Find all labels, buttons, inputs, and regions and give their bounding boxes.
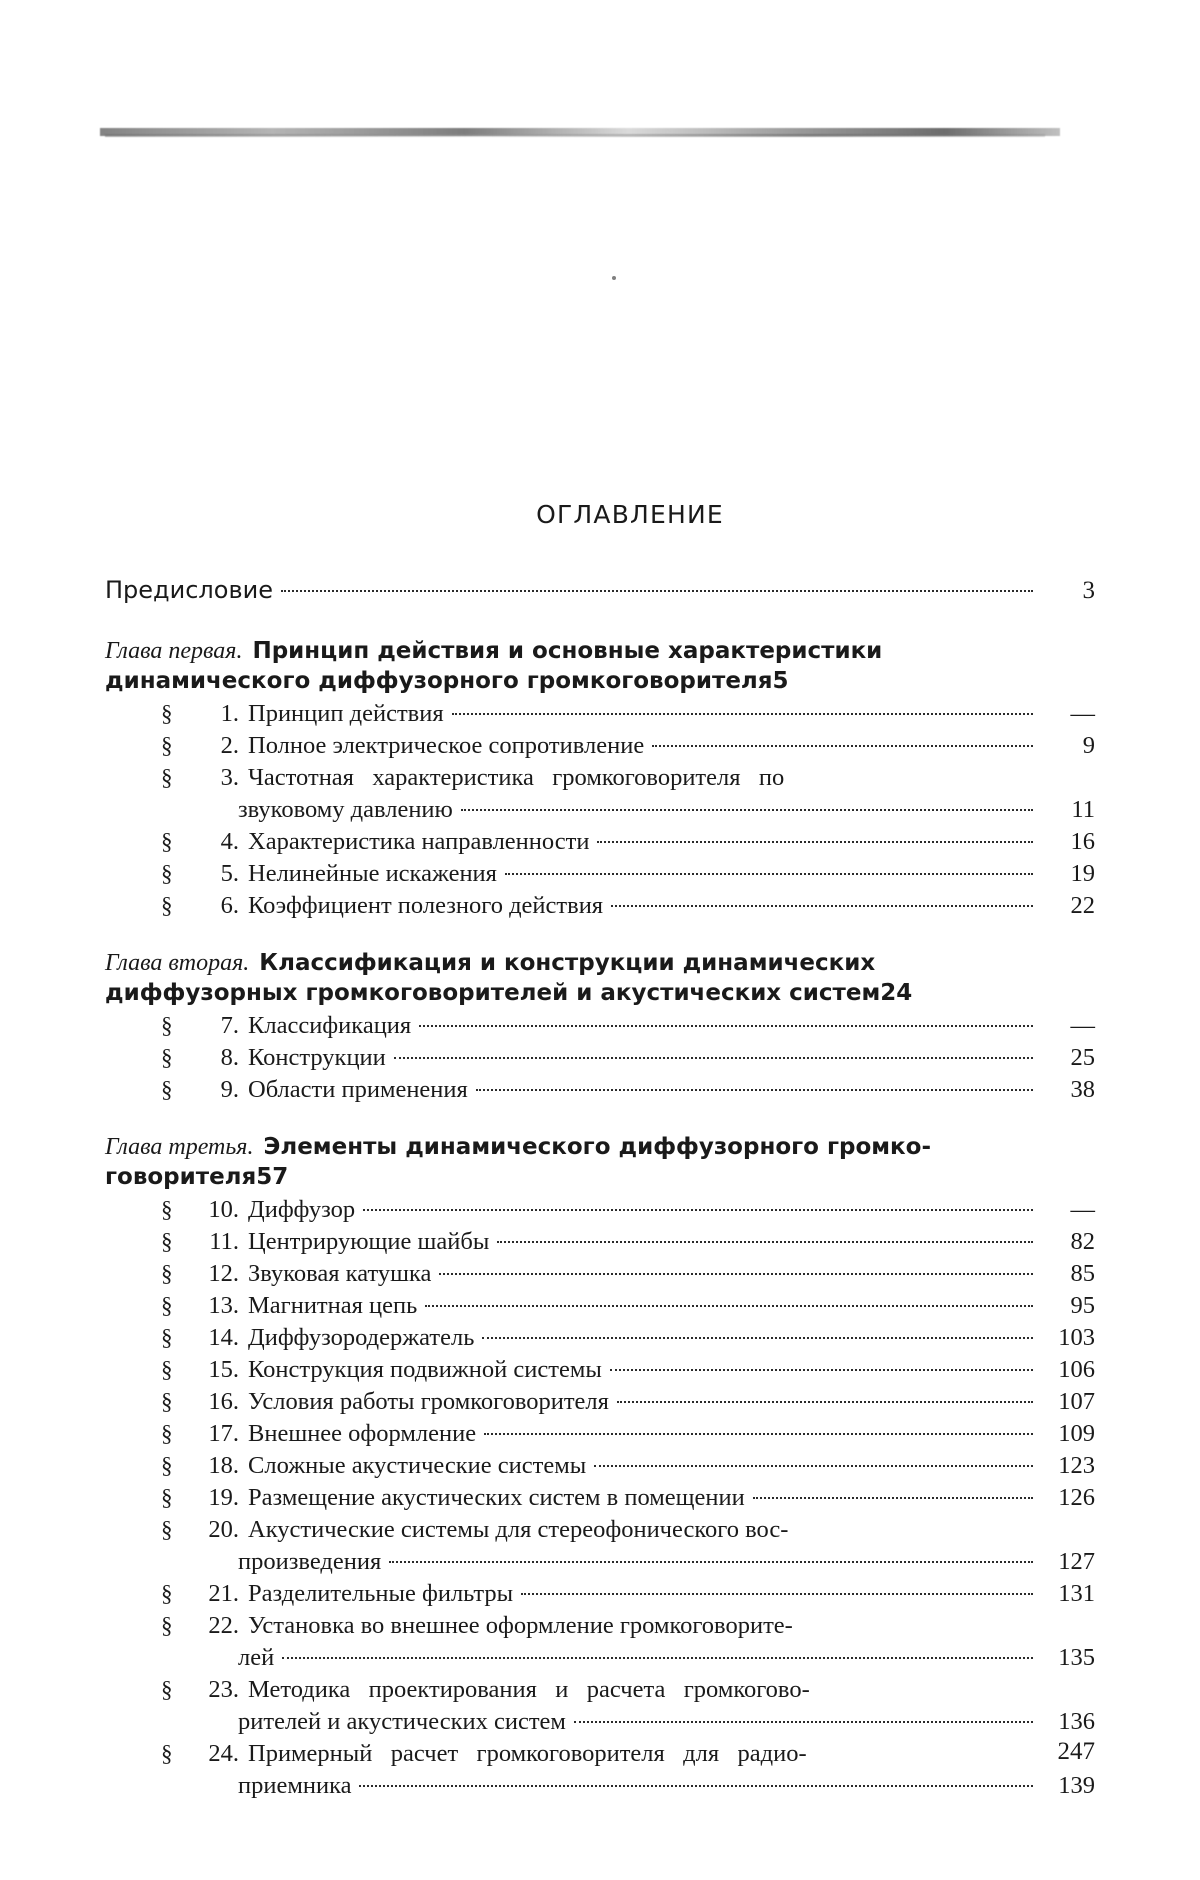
section-sign-icon: § bbox=[161, 1013, 173, 1038]
section-sign-icon: § bbox=[161, 1389, 173, 1414]
toc-section-row[interactable] bbox=[105, 1322, 1095, 1354]
toc-section-row[interactable] bbox=[105, 1258, 1095, 1290]
leader-dots bbox=[594, 1465, 1033, 1467]
section-page: 82 bbox=[1070, 1228, 1095, 1255]
section-name: Конструкция подвижной системы bbox=[248, 1356, 602, 1383]
section-number: 22. bbox=[208, 1612, 239, 1639]
toc-section-row[interactable] bbox=[105, 1482, 1095, 1514]
table-of-contents bbox=[105, 500, 1095, 1802]
section-number: 14. bbox=[208, 1324, 239, 1351]
page-title: ОГЛАВЛЕНИЕ bbox=[536, 500, 724, 529]
section-number: 23. bbox=[208, 1676, 239, 1703]
section-sign-icon: § bbox=[161, 1613, 173, 1638]
toc-section-row[interactable] bbox=[105, 1354, 1095, 1386]
section-name: Звуковая катушка bbox=[248, 1260, 432, 1287]
section-sign-icon: § bbox=[161, 1581, 173, 1606]
section-number: 8. bbox=[220, 1044, 239, 1071]
leader-dots bbox=[484, 1433, 1033, 1435]
section-page: 131 bbox=[1058, 1580, 1095, 1607]
section-name: Магнитная цепь bbox=[248, 1292, 418, 1319]
leader-dots bbox=[574, 1721, 1033, 1723]
leader-dots bbox=[652, 745, 1033, 747]
toc-section-row[interactable] bbox=[105, 1290, 1095, 1322]
section-number: 24. bbox=[208, 1740, 239, 1767]
leader-dots bbox=[425, 1305, 1033, 1307]
chapter-title-line2-2: диффузорных громкоговорителей и акустических систем bbox=[105, 980, 881, 1006]
chapter-block-3 bbox=[105, 1132, 1095, 1802]
section-page: 135 bbox=[1058, 1644, 1095, 1671]
section-number: 7. bbox=[220, 1012, 239, 1039]
section-page: 127 bbox=[1058, 1548, 1095, 1575]
leader-dots bbox=[281, 590, 1033, 592]
section-name: Размещение акустических систем в помещении bbox=[248, 1484, 745, 1511]
section-name: Методика проектирования и расчета громкогово- bbox=[248, 1676, 810, 1703]
section-name: Нелинейные искажения bbox=[248, 860, 497, 887]
section-name: Центрирующие шайбы bbox=[248, 1228, 490, 1255]
leader-dots bbox=[610, 1369, 1033, 1371]
section-page: 11 bbox=[1071, 796, 1095, 823]
chapter-title-line1-2: Классификация и конструкции динамических bbox=[259, 950, 876, 976]
section-name: Полное электрическое сопротивление bbox=[248, 732, 645, 759]
section-sign-icon: § bbox=[161, 701, 173, 726]
toc-entry-preface[interactable] bbox=[105, 575, 1095, 606]
section-sign-icon: § bbox=[161, 1421, 173, 1446]
scan-speck bbox=[612, 276, 616, 280]
scan-artifact-line-secondary bbox=[105, 134, 1045, 137]
preface-page: 3 bbox=[1082, 577, 1095, 604]
section-list-1 bbox=[105, 698, 1095, 922]
chapter-heading-1[interactable] bbox=[105, 636, 1095, 696]
toc-section-row-continuation[interactable] bbox=[105, 1546, 1095, 1578]
section-page: 126 bbox=[1058, 1484, 1095, 1511]
chapter-label-3: Глава третья. bbox=[105, 1134, 254, 1160]
section-sign-icon: § bbox=[161, 1229, 173, 1254]
chapter-label-1: Глава первая. bbox=[105, 638, 243, 664]
section-number: 2. bbox=[220, 732, 239, 759]
section-name: Конструкции bbox=[248, 1044, 386, 1071]
leader-dots bbox=[461, 809, 1033, 811]
toc-section-row[interactable] bbox=[105, 1074, 1095, 1106]
toc-section-row[interactable] bbox=[105, 730, 1095, 762]
toc-section-row-continuation[interactable] bbox=[105, 794, 1095, 826]
section-sign-icon: § bbox=[161, 1325, 173, 1350]
section-name: Разделительные фильтры bbox=[248, 1580, 514, 1607]
section-page: — bbox=[1070, 1012, 1095, 1039]
toc-section-row[interactable] bbox=[105, 1194, 1095, 1226]
toc-section-row[interactable] bbox=[105, 890, 1095, 922]
leader-dots bbox=[505, 873, 1033, 875]
chapter-page-1: 5 bbox=[772, 668, 789, 694]
section-page: 139 bbox=[1058, 1772, 1095, 1799]
toc-section-row[interactable] bbox=[105, 1226, 1095, 1258]
section-page: — bbox=[1070, 700, 1095, 727]
chapter-title-line2-1: динамического диффузорного громкоговорителя bbox=[105, 668, 773, 694]
leader-dots bbox=[394, 1057, 1033, 1059]
leader-dots bbox=[419, 1025, 1033, 1027]
leader-dots bbox=[389, 1561, 1033, 1563]
section-sign-icon: § bbox=[161, 1517, 173, 1542]
toc-section-row[interactable] bbox=[105, 1450, 1095, 1482]
section-sign-icon: § bbox=[161, 1045, 173, 1070]
toc-section-row-continuation[interactable] bbox=[105, 1642, 1095, 1674]
toc-section-row[interactable] bbox=[105, 1738, 1095, 1770]
section-page: 38 bbox=[1070, 1076, 1095, 1103]
section-name: Сложные акустические системы bbox=[248, 1452, 587, 1479]
section-number: 6. bbox=[220, 892, 239, 919]
section-sign-icon: § bbox=[161, 1197, 173, 1222]
section-name: Внешнее оформление bbox=[248, 1420, 477, 1447]
leader-dots bbox=[521, 1593, 1033, 1595]
leader-dots bbox=[363, 1209, 1033, 1211]
toc-section-row-continuation[interactable] bbox=[105, 1706, 1095, 1738]
section-page: 19 bbox=[1070, 860, 1095, 887]
toc-section-row[interactable] bbox=[105, 858, 1095, 890]
toc-section-row[interactable] bbox=[105, 1042, 1095, 1074]
section-sign-icon: § bbox=[161, 1357, 173, 1382]
section-name: Классификация bbox=[248, 1012, 412, 1039]
section-number: 18. bbox=[208, 1452, 239, 1479]
section-sign-icon: § bbox=[161, 1453, 173, 1478]
chapter-title-line1-3: Элементы динамического диффузорного громко- bbox=[263, 1134, 932, 1160]
section-number: 4. bbox=[220, 828, 239, 855]
chapter-block-1 bbox=[105, 636, 1095, 922]
section-number: 13. bbox=[208, 1292, 239, 1319]
section-name-continuation: произведения bbox=[238, 1548, 382, 1575]
section-page: 85 bbox=[1070, 1260, 1095, 1287]
leader-dots bbox=[439, 1273, 1033, 1275]
section-page: 103 bbox=[1058, 1324, 1095, 1351]
section-number: 9. bbox=[220, 1076, 239, 1103]
toc-section-row[interactable] bbox=[105, 1418, 1095, 1450]
section-number: 21. bbox=[208, 1580, 239, 1607]
section-name: Условия работы громкоговорителя bbox=[248, 1388, 609, 1415]
section-name: Коэффициент полезного действия bbox=[248, 892, 604, 919]
section-name: Примерный расчет громкоговорителя для радио- bbox=[248, 1740, 807, 1767]
section-name-continuation: приемника bbox=[238, 1772, 352, 1799]
leader-dots bbox=[476, 1089, 1033, 1091]
section-number: 20. bbox=[208, 1516, 239, 1543]
leader-dots bbox=[617, 1401, 1033, 1403]
section-number: 1. bbox=[220, 700, 239, 727]
section-number: 17. bbox=[208, 1420, 239, 1447]
leader-dots bbox=[497, 1241, 1033, 1243]
toc-section-row[interactable] bbox=[105, 1610, 1095, 1642]
section-page: 107 bbox=[1058, 1388, 1095, 1415]
section-sign-icon: § bbox=[161, 1077, 173, 1102]
chapter-heading-3[interactable] bbox=[105, 1132, 1095, 1192]
section-name: Акустические системы для стереофонического вос- bbox=[248, 1516, 789, 1543]
leader-dots bbox=[611, 905, 1033, 907]
section-page: 16 bbox=[1070, 828, 1095, 855]
chapter-page-3: 57 bbox=[256, 1164, 289, 1190]
section-number: 15. bbox=[208, 1356, 239, 1383]
chapter-title-line2-3: говорителя bbox=[105, 1164, 257, 1190]
section-sign-icon: § bbox=[161, 1741, 173, 1766]
toc-section-row[interactable] bbox=[105, 762, 1095, 794]
section-page: 22 bbox=[1070, 892, 1095, 919]
chapter-page-2: 24 bbox=[880, 980, 913, 1006]
section-sign-icon: § bbox=[161, 893, 173, 918]
section-name-continuation: лей bbox=[238, 1644, 275, 1671]
section-name: Частотная характеристика громкоговорителя по bbox=[248, 764, 785, 791]
toc-section-row[interactable] bbox=[105, 1386, 1095, 1418]
section-page: 109 bbox=[1058, 1420, 1095, 1447]
section-number: 10. bbox=[208, 1196, 239, 1223]
section-name: Принцип действия bbox=[248, 700, 444, 727]
section-page: 95 bbox=[1070, 1292, 1095, 1319]
chapter-block-2 bbox=[105, 948, 1095, 1106]
toc-section-row[interactable] bbox=[105, 1578, 1095, 1610]
leader-dots bbox=[452, 713, 1033, 715]
section-page: 106 bbox=[1058, 1356, 1095, 1383]
toc-section-row[interactable] bbox=[105, 1010, 1095, 1042]
toc-section-row[interactable] bbox=[105, 1514, 1095, 1546]
toc-section-row[interactable] bbox=[105, 826, 1095, 858]
section-name: Установка во внешнее оформление громкоговорите- bbox=[248, 1612, 793, 1639]
section-list-2 bbox=[105, 1010, 1095, 1106]
section-sign-icon: § bbox=[161, 765, 173, 790]
chapter-heading-2[interactable] bbox=[105, 948, 1095, 1008]
leader-dots bbox=[482, 1337, 1033, 1339]
section-sign-icon: § bbox=[161, 1677, 173, 1702]
section-number: 16. bbox=[208, 1388, 239, 1415]
section-list-3 bbox=[105, 1194, 1095, 1802]
leader-dots bbox=[282, 1657, 1033, 1659]
page-folio: 247 bbox=[1057, 1738, 1095, 1765]
toc-section-row-continuation[interactable] bbox=[105, 1770, 1095, 1802]
leader-dots bbox=[359, 1785, 1033, 1787]
section-name-continuation: звуковому давлению bbox=[238, 796, 453, 823]
section-page: 9 bbox=[1082, 732, 1095, 759]
section-page: 136 bbox=[1058, 1708, 1095, 1735]
section-sign-icon: § bbox=[161, 733, 173, 758]
section-number: 11. bbox=[209, 1228, 239, 1255]
chapter-title-line1-1: Принцип действия и основные характеристики bbox=[252, 638, 883, 664]
section-sign-icon: § bbox=[161, 1485, 173, 1510]
section-sign-icon: § bbox=[161, 829, 173, 854]
section-number: 19. bbox=[208, 1484, 239, 1511]
section-sign-icon: § bbox=[161, 861, 173, 886]
section-name: Диффузородержатель bbox=[248, 1324, 475, 1351]
section-page: 123 bbox=[1058, 1452, 1095, 1479]
chapter-label-2: Глава вторая. bbox=[105, 950, 250, 976]
section-name: Характеристика направленности bbox=[248, 828, 590, 855]
section-name: Диффузор bbox=[248, 1196, 356, 1223]
toc-section-row[interactable] bbox=[105, 1674, 1095, 1706]
section-number: 12. bbox=[208, 1260, 239, 1287]
leader-dots bbox=[597, 841, 1033, 843]
section-number: 5. bbox=[220, 860, 239, 887]
section-name: Области применения bbox=[248, 1076, 468, 1103]
toc-section-row[interactable] bbox=[105, 698, 1095, 730]
section-page: — bbox=[1070, 1196, 1095, 1223]
section-sign-icon: § bbox=[161, 1261, 173, 1286]
section-number: 3. bbox=[220, 764, 239, 791]
preface-label: Предисловие bbox=[105, 576, 273, 604]
section-name-continuation: рителей и акустических систем bbox=[238, 1708, 566, 1735]
leader-dots bbox=[753, 1497, 1033, 1499]
section-page: 25 bbox=[1070, 1044, 1095, 1071]
section-sign-icon: § bbox=[161, 1293, 173, 1318]
